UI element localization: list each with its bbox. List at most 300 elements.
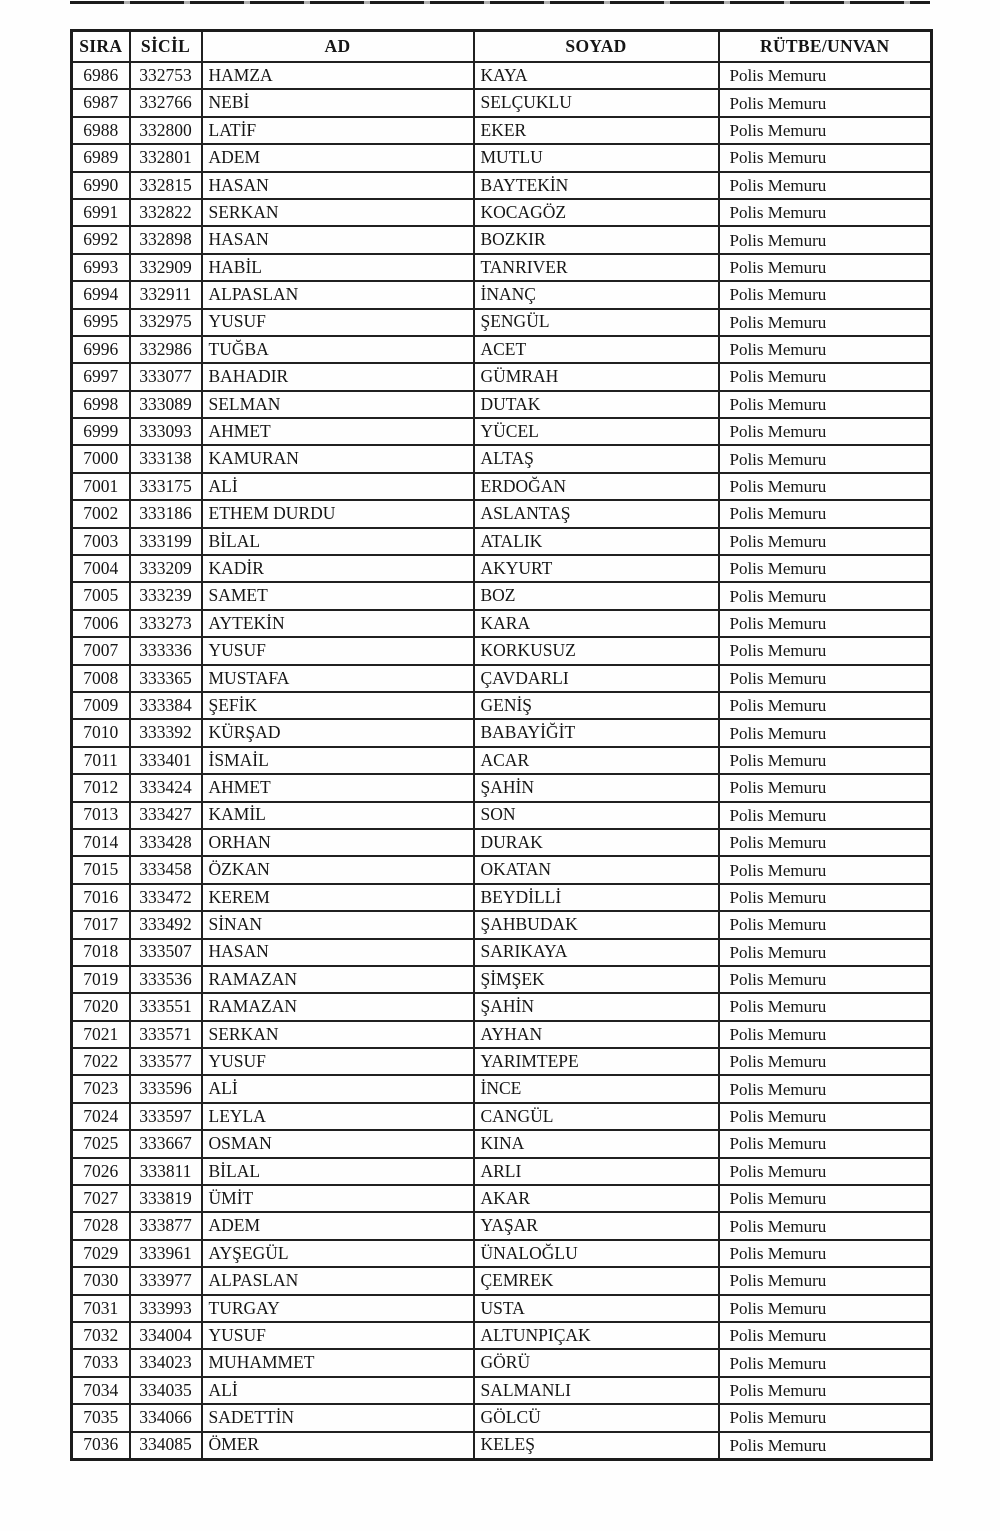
cell-rutbe-unvan: Polis Memuru (719, 1349, 932, 1376)
cell-ad: ORHAN (202, 829, 474, 856)
table-row (72, 856, 932, 883)
cell-ad: YUSUF (202, 309, 474, 336)
cell-sicil: 333424 (130, 774, 202, 801)
cell-rutbe-unvan: Polis Memuru (719, 582, 932, 609)
table-row (72, 1021, 932, 1048)
cell-sira: 7017 (72, 911, 130, 938)
table-row (72, 1295, 932, 1322)
table-row (72, 172, 932, 199)
cell-soyad: ATALIK (474, 528, 719, 555)
cell-rutbe-unvan: Polis Memuru (719, 281, 932, 308)
cell-sicil: 333392 (130, 719, 202, 746)
cell-sicil: 333571 (130, 1021, 202, 1048)
cell-soyad: ALTUNPIÇAK (474, 1322, 719, 1349)
cell-rutbe-unvan: Polis Memuru (719, 1377, 932, 1404)
cell-rutbe-unvan: Polis Memuru (719, 1212, 932, 1239)
cell-sira: 7030 (72, 1267, 130, 1294)
cell-ad: MUHAMMET (202, 1349, 474, 1376)
cell-rutbe-unvan: Polis Memuru (719, 555, 932, 582)
cell-rutbe-unvan: Polis Memuru (719, 966, 932, 993)
cell-soyad: ACET (474, 336, 719, 363)
cell-sicil: 333667 (130, 1130, 202, 1157)
cell-ad: ADEM (202, 144, 474, 171)
cell-soyad: BEYDİLLİ (474, 884, 719, 911)
cell-sicil: 333596 (130, 1075, 202, 1102)
cell-sira: 7021 (72, 1021, 130, 1048)
cell-soyad: GÖRÜ (474, 1349, 719, 1376)
cell-ad: ALPASLAN (202, 1267, 474, 1294)
cell-ad: ALİ (202, 1377, 474, 1404)
cell-sira: 7020 (72, 993, 130, 1020)
cell-ad: SERKAN (202, 199, 474, 226)
cell-sicil: 333577 (130, 1048, 202, 1075)
cell-ad: HASAN (202, 939, 474, 966)
table-row (72, 774, 932, 801)
cell-ad: HAMZA (202, 62, 474, 89)
cell-sicil: 333199 (130, 528, 202, 555)
table-row (72, 254, 932, 281)
cell-rutbe-unvan: Polis Memuru (719, 89, 932, 116)
cell-ad: SADETTİN (202, 1404, 474, 1431)
cell-ad: RAMAZAN (202, 993, 474, 1020)
cell-sicil: 333993 (130, 1295, 202, 1322)
cell-sicil: 333093 (130, 418, 202, 445)
cell-sira: 7024 (72, 1103, 130, 1130)
cell-ad: KÜRŞAD (202, 719, 474, 746)
table-row (72, 309, 932, 336)
cell-soyad: KOCAGÖZ (474, 199, 719, 226)
cell-sicil: 333186 (130, 500, 202, 527)
cell-soyad: SON (474, 802, 719, 829)
cell-rutbe-unvan: Polis Memuru (719, 665, 932, 692)
cell-sira: 7009 (72, 692, 130, 719)
cell-sicil: 332911 (130, 281, 202, 308)
cell-rutbe-unvan: Polis Memuru (719, 802, 932, 829)
cell-soyad: USTA (474, 1295, 719, 1322)
cell-sira: 7025 (72, 1130, 130, 1157)
cell-ad: AYŞEGÜL (202, 1240, 474, 1267)
cell-ad: LEYLA (202, 1103, 474, 1130)
cell-sira: 7034 (72, 1377, 130, 1404)
cell-sicil: 333401 (130, 747, 202, 774)
cell-sicil: 333877 (130, 1212, 202, 1239)
cell-sira: 6996 (72, 336, 130, 363)
cell-rutbe-unvan: Polis Memuru (719, 1021, 932, 1048)
cell-ad: NEBİ (202, 89, 474, 116)
cell-ad: YUSUF (202, 1048, 474, 1075)
table-row (72, 144, 932, 171)
cell-sira: 6998 (72, 391, 130, 418)
cell-soyad: ŞAHİN (474, 993, 719, 1020)
cell-soyad: SELÇUKLU (474, 89, 719, 116)
cell-sira: 7007 (72, 637, 130, 664)
cell-rutbe-unvan: Polis Memuru (719, 62, 932, 89)
cell-sicil: 333336 (130, 637, 202, 664)
cell-soyad: BOZ (474, 582, 719, 609)
table-row (72, 555, 932, 582)
table-body (72, 62, 932, 1459)
cell-soyad: TANRIVER (474, 254, 719, 281)
table-row (72, 363, 932, 390)
table-row (72, 226, 932, 253)
cell-sira: 7019 (72, 966, 130, 993)
table-row (72, 1185, 932, 1212)
cell-ad: TUĞBA (202, 336, 474, 363)
cell-ad: ALİ (202, 473, 474, 500)
cell-sira: 7001 (72, 473, 130, 500)
cell-sicil: 332986 (130, 336, 202, 363)
cell-ad: İSMAİL (202, 747, 474, 774)
cell-sicil: 333819 (130, 1185, 202, 1212)
cell-sicil: 333077 (130, 363, 202, 390)
table-row (72, 911, 932, 938)
cell-ad: ÖZKAN (202, 856, 474, 883)
cell-rutbe-unvan: Polis Memuru (719, 473, 932, 500)
cell-rutbe-unvan: Polis Memuru (719, 1267, 932, 1294)
column-header-sira: SIRA (72, 31, 130, 63)
cell-ad: KAMİL (202, 802, 474, 829)
cell-sira: 7026 (72, 1158, 130, 1185)
cell-sira: 7018 (72, 939, 130, 966)
cell-rutbe-unvan: Polis Memuru (719, 747, 932, 774)
cell-ad: OSMAN (202, 1130, 474, 1157)
cell-rutbe-unvan: Polis Memuru (719, 117, 932, 144)
cell-rutbe-unvan: Polis Memuru (719, 336, 932, 363)
cell-sicil: 333089 (130, 391, 202, 418)
cell-ad: AHMET (202, 418, 474, 445)
cell-soyad: YARIMTEPE (474, 1048, 719, 1075)
cell-sira: 7002 (72, 500, 130, 527)
cell-soyad: ŞAHBUDAK (474, 911, 719, 938)
cell-soyad: ŞAHİN (474, 774, 719, 801)
cell-sicil: 333384 (130, 692, 202, 719)
cell-rutbe-unvan: Polis Memuru (719, 911, 932, 938)
cell-rutbe-unvan: Polis Memuru (719, 445, 932, 472)
table-row (72, 1212, 932, 1239)
cell-ad: MUSTAFA (202, 665, 474, 692)
cell-soyad: AKAR (474, 1185, 719, 1212)
table-row (72, 582, 932, 609)
cell-soyad: ERDOĞAN (474, 473, 719, 500)
cell-sira: 6987 (72, 89, 130, 116)
cell-sira: 7010 (72, 719, 130, 746)
cell-ad: RAMAZAN (202, 966, 474, 993)
cell-soyad: YÜCEL (474, 418, 719, 445)
cell-sicil: 333365 (130, 665, 202, 692)
cell-soyad: ÇEMREK (474, 1267, 719, 1294)
table-row (72, 1432, 932, 1460)
cell-ad: KEREM (202, 884, 474, 911)
cell-sira: 6992 (72, 226, 130, 253)
cell-ad: KAMURAN (202, 445, 474, 472)
table-row (72, 610, 932, 637)
cell-soyad: YAŞAR (474, 1212, 719, 1239)
cell-sira: 7005 (72, 582, 130, 609)
cell-sira: 6988 (72, 117, 130, 144)
table-row (72, 1322, 932, 1349)
cell-rutbe-unvan: Polis Memuru (719, 144, 932, 171)
cell-rutbe-unvan: Polis Memuru (719, 309, 932, 336)
table-row (72, 719, 932, 746)
cell-sira: 7016 (72, 884, 130, 911)
table-row (72, 1377, 932, 1404)
cell-rutbe-unvan: Polis Memuru (719, 610, 932, 637)
cell-ad: ETHEM DURDU (202, 500, 474, 527)
cell-sicil: 333472 (130, 884, 202, 911)
cell-soyad: KARA (474, 610, 719, 637)
table-row (72, 966, 932, 993)
cell-rutbe-unvan: Polis Memuru (719, 637, 932, 664)
table-row (72, 199, 932, 226)
cell-soyad: MUTLU (474, 144, 719, 171)
cell-sicil: 333597 (130, 1103, 202, 1130)
table-row (72, 473, 932, 500)
cell-rutbe-unvan: Polis Memuru (719, 528, 932, 555)
cell-sira: 7031 (72, 1295, 130, 1322)
cell-ad: SERKAN (202, 1021, 474, 1048)
cell-sicil: 332801 (130, 144, 202, 171)
cell-sira: 6991 (72, 199, 130, 226)
table-row (72, 528, 932, 555)
cell-soyad: OKATAN (474, 856, 719, 883)
table-row (72, 747, 932, 774)
cell-rutbe-unvan: Polis Memuru (719, 1295, 932, 1322)
cell-sira: 7022 (72, 1048, 130, 1075)
cell-rutbe-unvan: Polis Memuru (719, 692, 932, 719)
cell-sira: 7027 (72, 1185, 130, 1212)
column-header-ad: AD (202, 31, 474, 63)
cell-sicil: 332898 (130, 226, 202, 253)
cell-rutbe-unvan: Polis Memuru (719, 1158, 932, 1185)
cell-ad: BİLAL (202, 528, 474, 555)
cell-sicil: 333961 (130, 1240, 202, 1267)
cell-rutbe-unvan: Polis Memuru (719, 1404, 932, 1431)
cell-sicil: 333811 (130, 1158, 202, 1185)
table-row (72, 391, 932, 418)
cell-sira: 6990 (72, 172, 130, 199)
table-row (72, 445, 932, 472)
cell-ad: HASAN (202, 172, 474, 199)
cell-rutbe-unvan: Polis Memuru (719, 500, 932, 527)
cell-sira: 7013 (72, 802, 130, 829)
cell-rutbe-unvan: Polis Memuru (719, 1130, 932, 1157)
column-header-sicil: SİCİL (130, 31, 202, 63)
cell-soyad: KINA (474, 1130, 719, 1157)
cell-sicil: 333427 (130, 802, 202, 829)
page-top-rule (70, 1, 930, 4)
table-row (72, 1158, 932, 1185)
cell-sicil: 334023 (130, 1349, 202, 1376)
cell-rutbe-unvan: Polis Memuru (719, 993, 932, 1020)
cell-sira: 7008 (72, 665, 130, 692)
cell-sira: 7015 (72, 856, 130, 883)
cell-soyad: ŞENGÜL (474, 309, 719, 336)
cell-ad: ADEM (202, 1212, 474, 1239)
cell-sicil: 334035 (130, 1377, 202, 1404)
cell-sicil: 333536 (130, 966, 202, 993)
cell-sicil: 332815 (130, 172, 202, 199)
cell-sicil: 333138 (130, 445, 202, 472)
table-row (72, 336, 932, 363)
cell-sicil: 333492 (130, 911, 202, 938)
cell-sira: 7011 (72, 747, 130, 774)
cell-soyad: ARLI (474, 1158, 719, 1185)
cell-sira: 6993 (72, 254, 130, 281)
table-row (72, 1404, 932, 1431)
cell-sicil: 334085 (130, 1432, 202, 1460)
cell-sicil: 334066 (130, 1404, 202, 1431)
cell-soyad: DUTAK (474, 391, 719, 418)
table-row (72, 939, 932, 966)
table-row (72, 1075, 932, 1102)
cell-rutbe-unvan: Polis Memuru (719, 774, 932, 801)
cell-rutbe-unvan: Polis Memuru (719, 939, 932, 966)
table-row (72, 637, 932, 664)
cell-sicil: 333273 (130, 610, 202, 637)
cell-rutbe-unvan: Polis Memuru (719, 199, 932, 226)
cell-soyad: ACAR (474, 747, 719, 774)
cell-ad: ÖMER (202, 1432, 474, 1460)
cell-sira: 6994 (72, 281, 130, 308)
cell-sicil: 333507 (130, 939, 202, 966)
table-row (72, 1130, 932, 1157)
cell-ad: BİLAL (202, 1158, 474, 1185)
cell-soyad: BAYTEKİN (474, 172, 719, 199)
cell-sira: 7003 (72, 528, 130, 555)
cell-rutbe-unvan: Polis Memuru (719, 829, 932, 856)
cell-rutbe-unvan: Polis Memuru (719, 884, 932, 911)
cell-soyad: SALMANLI (474, 1377, 719, 1404)
cell-soyad: DURAK (474, 829, 719, 856)
cell-sira: 6999 (72, 418, 130, 445)
cell-rutbe-unvan: Polis Memuru (719, 719, 932, 746)
cell-rutbe-unvan: Polis Memuru (719, 172, 932, 199)
cell-sira: 7032 (72, 1322, 130, 1349)
cell-sicil: 333551 (130, 993, 202, 1020)
table-row (72, 62, 932, 89)
cell-soyad: AYHAN (474, 1021, 719, 1048)
cell-ad: LATİF (202, 117, 474, 144)
cell-soyad: GÜMRAH (474, 363, 719, 390)
cell-soyad: KORKUSUZ (474, 637, 719, 664)
table-header-row (72, 31, 932, 63)
cell-sicil: 333209 (130, 555, 202, 582)
cell-sira: 6986 (72, 62, 130, 89)
cell-rutbe-unvan: Polis Memuru (719, 254, 932, 281)
table-row (72, 665, 932, 692)
cell-sira: 6995 (72, 309, 130, 336)
cell-soyad: İNANÇ (474, 281, 719, 308)
cell-ad: KADİR (202, 555, 474, 582)
cell-rutbe-unvan: Polis Memuru (719, 1103, 932, 1130)
cell-soyad: ŞİMŞEK (474, 966, 719, 993)
cell-sicil: 333239 (130, 582, 202, 609)
cell-rutbe-unvan: Polis Memuru (719, 1240, 932, 1267)
table-row (72, 1048, 932, 1075)
cell-sira: 6997 (72, 363, 130, 390)
cell-sira: 6989 (72, 144, 130, 171)
cell-sicil: 332800 (130, 117, 202, 144)
cell-soyad: KELEŞ (474, 1432, 719, 1460)
cell-ad: TURGAY (202, 1295, 474, 1322)
cell-sira: 7006 (72, 610, 130, 637)
table-row (72, 281, 932, 308)
cell-sira: 7004 (72, 555, 130, 582)
cell-ad: HASAN (202, 226, 474, 253)
table-row (72, 829, 932, 856)
cell-soyad: ASLANTAŞ (474, 500, 719, 527)
cell-rutbe-unvan: Polis Memuru (719, 1185, 932, 1212)
cell-sicil: 332822 (130, 199, 202, 226)
cell-rutbe-unvan: Polis Memuru (719, 418, 932, 445)
cell-sira: 7023 (72, 1075, 130, 1102)
cell-sira: 7028 (72, 1212, 130, 1239)
table-row (72, 993, 932, 1020)
cell-rutbe-unvan: Polis Memuru (719, 1322, 932, 1349)
cell-soyad: GENİŞ (474, 692, 719, 719)
table-row (72, 1240, 932, 1267)
cell-soyad: İNCE (474, 1075, 719, 1102)
cell-rutbe-unvan: Polis Memuru (719, 1432, 932, 1460)
cell-sicil: 333977 (130, 1267, 202, 1294)
table-row (72, 1103, 932, 1130)
cell-sicil: 333428 (130, 829, 202, 856)
cell-rutbe-unvan: Polis Memuru (719, 1048, 932, 1075)
cell-rutbe-unvan: Polis Memuru (719, 856, 932, 883)
cell-ad: BAHADIR (202, 363, 474, 390)
table-row (72, 884, 932, 911)
personnel-table (70, 29, 933, 1461)
cell-soyad: ALTAŞ (474, 445, 719, 472)
cell-sira: 7036 (72, 1432, 130, 1460)
cell-ad: AYTEKİN (202, 610, 474, 637)
cell-sira: 7029 (72, 1240, 130, 1267)
cell-ad: AHMET (202, 774, 474, 801)
cell-sira: 7035 (72, 1404, 130, 1431)
cell-soyad: AKYURT (474, 555, 719, 582)
cell-sicil: 333175 (130, 473, 202, 500)
cell-sira: 7000 (72, 445, 130, 472)
cell-rutbe-unvan: Polis Memuru (719, 363, 932, 390)
table-row (72, 1349, 932, 1376)
cell-ad: HABİL (202, 254, 474, 281)
cell-sicil: 332753 (130, 62, 202, 89)
cell-sicil: 332975 (130, 309, 202, 336)
cell-soyad: BOZKIR (474, 226, 719, 253)
cell-rutbe-unvan: Polis Memuru (719, 226, 932, 253)
table-row (72, 802, 932, 829)
column-header-soyad: SOYAD (474, 31, 719, 63)
table-row (72, 117, 932, 144)
cell-soyad: BABAYİĞİT (474, 719, 719, 746)
cell-ad: ALPASLAN (202, 281, 474, 308)
cell-soyad: ÜNALOĞLU (474, 1240, 719, 1267)
cell-sira: 7014 (72, 829, 130, 856)
cell-soyad: GÖLCÜ (474, 1404, 719, 1431)
table-row (72, 500, 932, 527)
cell-soyad: SARIKAYA (474, 939, 719, 966)
cell-ad: SELMAN (202, 391, 474, 418)
cell-rutbe-unvan: Polis Memuru (719, 391, 932, 418)
cell-soyad: EKER (474, 117, 719, 144)
cell-sira: 7012 (72, 774, 130, 801)
cell-sicil: 332909 (130, 254, 202, 281)
cell-ad: YUSUF (202, 1322, 474, 1349)
cell-ad: SAMET (202, 582, 474, 609)
cell-ad: ŞEFİK (202, 692, 474, 719)
cell-ad: ALİ (202, 1075, 474, 1102)
cell-sicil: 332766 (130, 89, 202, 116)
